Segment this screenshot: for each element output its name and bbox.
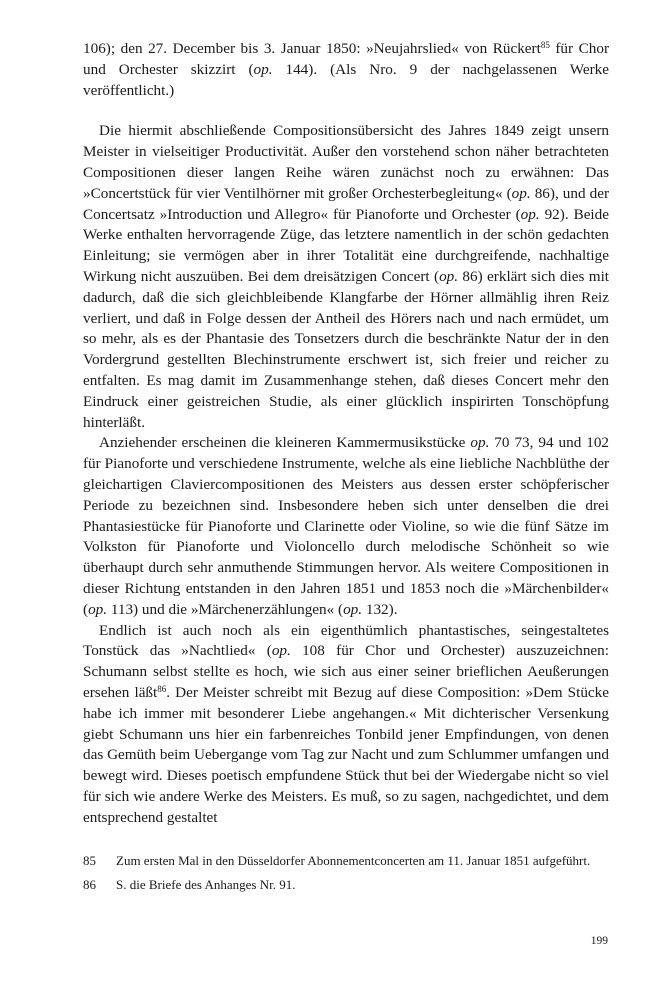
opus-abbreviation: op.	[88, 600, 108, 618]
text-run: 92). Beide Werke enthalten hervorragende Züge, das letztere namentlich in der schön gedachten Einleitung; sie vermögen aber in ihrer Totalität eine durchgreifende, nachhaltige Wirkung nicht auszuüben. Bei dem dreisätzigen Concert (	[83, 205, 609, 285]
footnote-reference: 86	[157, 683, 167, 694]
text-run: 132).	[362, 600, 398, 618]
opus-abbreviation: op.	[470, 434, 490, 452]
opus-abbreviation: op.	[271, 642, 291, 660]
opus-abbreviation: op.	[511, 184, 531, 202]
text-run: 106); den 27. December bis 3. Januar 1850: »Neujahrslied« von Rückert	[83, 40, 541, 57]
body-text	[83, 39, 609, 828]
paragraph-composition-overview	[83, 121, 609, 433]
footnote-text: S. die Briefe des Anhanges Nr. 91.	[116, 877, 296, 892]
paragraph-continuation	[83, 39, 609, 101]
opus-abbreviation: op.	[439, 267, 459, 285]
paragraph-chamber-music	[83, 433, 609, 620]
text-run: 108 für Chor und Orchester) auszuzeichnen: Schumann selbst stellte es hoch, wie sich aus einer seiner brieflichen Aeußerungen ersehen läßt	[83, 642, 609, 701]
text-run: Anziehender erscheinen die kleineren Kammermusikstücke	[99, 434, 471, 452]
opus-abbreviation: op.	[520, 205, 540, 223]
text-run: 70 73, 94 und 102 für Pianoforte und verschiedene Instrumente, welche als eine liebliche Nachblüthe der gleichartigen Claviercompositionen des Meisters aus dessen erster schöpferischer Periode zu bezeichnen sind. Insbesondere heben sich unter denselben die drei Phantasiestücke für Pianoforte und Clarinette oder Violine, so wie die fünf Sätze im Volkston für Pianoforte und Violoncello durch melodische Schönheit so wie überhaupt durch sehr anmuthende Stimmungen hervor. Als weitere Compositionen in dieser Richtung entstanden in den Jahren 1851 und 1853 noch die »Märchenbilder« (	[83, 434, 610, 618]
footnote	[83, 876, 609, 894]
opus-abbreviation: op.	[343, 600, 363, 618]
text-run: 144). (Als Nro. 9 der nachgelassenen Werke veröffentlicht.)	[83, 60, 609, 99]
text-run: für Chor und Orchester skizzirt (	[83, 40, 610, 78]
footnote-number: 86	[83, 877, 96, 892]
opus-abbreviation: op.	[253, 60, 273, 78]
paragraph-nachtlied	[83, 621, 609, 829]
text-run: Die hiermit abschließende Compositionsübersicht des Jahres 1849 zeigt unsern Meister in vielseitiger Productivität. Außer den vorstehend schon näher betrachteten Compositionen dieser langen Reihe wären zunächst noch zu erwähnen: Das »Concertstück für vier Ventilhörner mit großer Orchesterbegleitung« (	[83, 122, 609, 202]
text-run: . Der Meister schreibt mit Bezug auf diese Composition: »Dem Stücke habe ich immer mit besonderer Liebe angehangen.« Mit dichterischer Versenkung giebt Schumann uns hier ein farbenreiches Tonbild jener Empfindungen, von denen das Gemüth beim Uebergange vom Tag zur Nacht und zum Schlummer umfangen und bewegt wird. Dieses poetisch empfundene Stück thut bei der Wiedergabe nicht so viel für sich wie andere Werke des Meisters. Es muß, so zu sagen, nachgedichtet, und dem entsprechend gestaltet	[83, 683, 609, 826]
footnotes	[83, 852, 609, 900]
footnote-text: Zum ersten Mal in den Düsseldorfer Abonnementconcerten am 11. Januar 1851 aufgeführt.	[116, 853, 591, 868]
footnote	[83, 852, 609, 870]
text-run: 113) und die »Märchenerzählungen« (	[107, 600, 344, 618]
footnote-number: 85	[83, 853, 96, 868]
page-number: 199	[590, 935, 608, 947]
text-run: Endlich ist auch noch als ein eigenthümlich phantastisches, seingestaltetes Tonstück das »Nachtlied« (	[83, 621, 609, 660]
text-run: 86) erklärt sich dies mit dadurch, daß die sich gleichbleibende Klangfarbe der Hörner allmählig ihren Reiz verliert, und daß in Folge dessen der Antheil des Hörers nach und nach ermüdet, um so mehr, als es der Phantasie des Tonsetzers durch die beschränkte Natur der in den Vordergrund gestellten Blechinstrumente erschwert ist, sich freier und reicher zu entfalten. Es mag damit im Zusammenhange stehen, daß dieses Concert mehr den Eindruck einer geistreichen Studie, als einer glücklich inspirirten Tonschöpfung hinterläßt.	[83, 267, 610, 431]
text-run: 86), und der Concertsatz »Introduction und Allegro« für Pianoforte und Orchester (	[83, 184, 609, 223]
footnote-reference: 85	[540, 40, 550, 50]
